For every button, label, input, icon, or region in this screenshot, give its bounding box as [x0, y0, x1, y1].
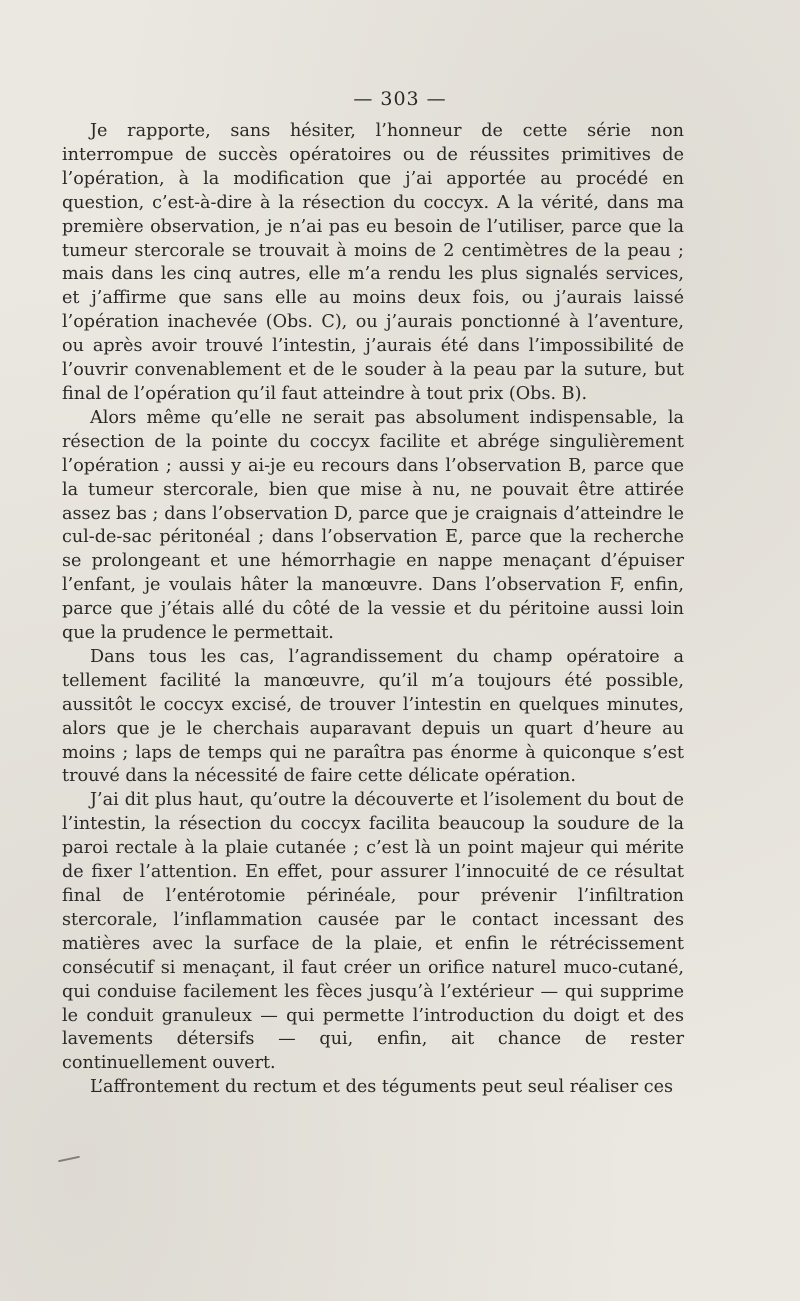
paragraph: J’ai dit plus haut, qu’outre la découverte et l’isolement du bout de l’intestin, la résection du coccyx facilita beaucoup la soudure de la paroi rectale à la plaie cutanée ; c’est là un point majeur qui mérite de fixer l’attention. En effet, pour assurer l’innocuité de ce résultat final de l’entérotomie périnéale, pour prévenir l’infiltration stercorale, l’inflammation causée par le contact incessant des matières avec la surface de la plaie, et enfin le rétrécissement consécutif si menaçant, il faut créer un orifice naturel muco-cutané, qui conduise facilement les fèces jusqu’à l’extérieur — qui supprime le conduit granuleux — qui permette l’introduction du doigt et des lavements détersifs — qui, enfin, ait chance de rester continuellement ouvert. [62, 790, 684, 1074]
ink-speck [58, 1156, 80, 1163]
paragraph: Dans tous les cas, l’agrandissement du champ opératoire a tellement facilité la manœuvre, qu’il m’a toujours été possible, aussitôt le coccyx excisé, de trouver l’intestin en quelques minutes, alors que je le cherchais auparavant depuis un quart d’heure au moins ; laps de temps qui ne paraîtra pas énorme à quiconque s’est trouvé dans la nécessité de faire cette délicate opération. [62, 646, 684, 787]
page-number: — 303 — [353, 88, 447, 110]
paragraph: Je rapporte, sans hésiter, l’honneur de cette série non interrompue de succès opératoires ou de réussites primitives de l’opération, à la modification que j’ai apportée au procédé en question, c’est-à-dire à la résection du coccyx. A la vérité, dans ma première observation, je n’ai pas eu besoin de l’utiliser, parce que la tumeur stercorale se trouvait à moins de 2 centimètres de la peau ; mais dans les cinq autres, elle m’a rendu les plus signalés services, et j’affirme que sans elle au moins deux fois, ou j’aurais laissé l’opération inachevée (Obs. C), ou j’aurais ponctionné à l’aventure, ou après avoir trouvé l’intestin, j’aurais été dans l’impossibilité de l’ouvrir convenablement et de le souder à la peau par la suture, but final de l’opération qu’il faut atteindre à tout prix (Obs. B). [62, 121, 684, 404]
paragraph: L’affrontement du rectum et des téguments peut seul réaliser ces [90, 1077, 674, 1098]
body-text [62, 120, 684, 1100]
paragraph: Alors même qu’elle ne serait pas absolument indispensable, la résection de la pointe du coccyx facilite et abrége singulièrement l’opération ; aussi y ai-je eu recours dans l’observation B, parce que la tumeur stercorale, bien que mise à nu, ne pouvait être attirée assez bas ; dans l’observation D, parce que je craignais d’atteindre le cul-de-sac péritonéal ; dans l’observation E, parce que la recherche se prolongeant et une hémorrhagie en nappe menaçant d’épuiser l’enfant, je voulais hâter la manœuvre. Dans l’observation F, enfin, parce que j’étais allé du côté de la vessie et du péritoine aussi loin que la prudence le permettait. [62, 407, 684, 644]
